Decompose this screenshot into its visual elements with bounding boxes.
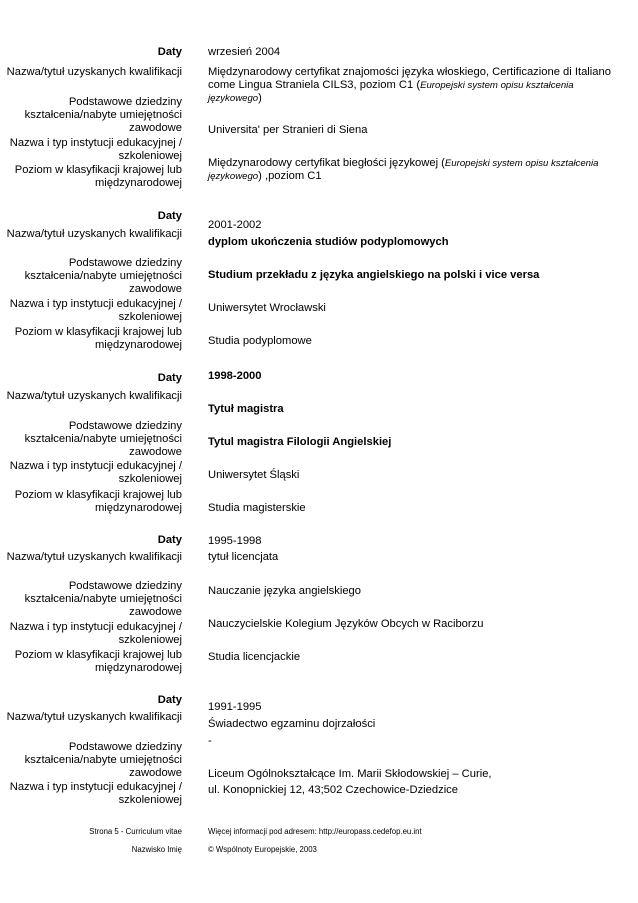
label-institution: Nazwa i typ instytucji edukacyjnej / szkoleniowej xyxy=(9,460,182,485)
entry-date: 1998-2000 xyxy=(208,370,262,382)
label-level: Poziom w klasyfikacji krajowej lub międzynarodowej xyxy=(14,649,182,674)
entry-institution: Liceum Ogólnokształcące Im. Marii Skłodowskiej – Curie, xyxy=(208,768,492,780)
label-skills: Podstawowe dziedziny kształcenia/nabyte umiejętności zawodowe xyxy=(24,420,182,458)
entry-skills: - xyxy=(208,735,212,747)
footer-copyright: © Wspólnoty Europejskie, 2003 xyxy=(208,845,317,854)
entry-date: 2001-2002 xyxy=(208,219,262,231)
label-date: Daty xyxy=(157,694,182,706)
label-institution: Nazwa i typ instytucji edukacyjnej / szkoleniowej xyxy=(9,781,182,806)
entry-level: Międzynarodowy certyfikat biegłości językowej (Europejski system opisu kształcenia językowego) ,poziom C1 xyxy=(208,157,599,182)
label-skills: Podstawowe dziedziny kształcenia/nabyte umiejętności zawodowe xyxy=(24,580,182,618)
label-level: Poziom w klasyfikacji krajowej lub międzynarodowej xyxy=(14,164,182,189)
label-skills: Podstawowe dziedziny kształcenia/nabyte umiejętności zawodowe xyxy=(24,741,182,779)
label-date: Daty xyxy=(157,46,182,58)
label-level: Poziom w klasyfikacji krajowej lub międzynarodowej xyxy=(14,326,182,351)
label-institution: Nazwa i typ instytucji edukacyjnej / szkoleniowej xyxy=(9,621,182,646)
footer-page-label: Strona 5 - Curriculum vitae xyxy=(89,827,182,836)
entry-skills: Studium przekładu z języka angielskiego na polski i vice versa xyxy=(208,269,540,281)
label-skills: Podstawowe dziedziny kształcenia/nabyte umiejętności zawodowe xyxy=(24,96,182,134)
label-qualification-title: Nazwa/tytuł uzyskanych kwalifikacji xyxy=(6,711,182,723)
entry-title: tytuł licencjata xyxy=(208,551,279,563)
label-date: Daty xyxy=(157,372,182,384)
label-qualification-title: Nazwa/tytuł uzyskanych kwalifikacji xyxy=(6,66,182,78)
label-level: Poziom w klasyfikacji krajowej lub międzynarodowej xyxy=(14,489,182,514)
entry-institution: Uniwersytet Wrocławski xyxy=(208,302,326,314)
entry-level: Studia licencjackie xyxy=(208,651,301,663)
entry-skills: Nauczanie języka angielskiego xyxy=(208,585,361,597)
label-qualification-title: Nazwa/tytuł uzyskanych kwalifikacji xyxy=(6,228,182,240)
label-institution: Nazwa i typ instytucji edukacyjnej / szkoleniowej xyxy=(9,137,182,162)
entry-title: Tytuł magistra xyxy=(208,403,284,415)
label-qualification-title: Nazwa/tytuł uzyskanych kwalifikacji xyxy=(6,390,182,402)
entry-institution: Uniwersytet Śląski xyxy=(208,469,300,481)
entry-institution: Universita' per Stranieri di Siena xyxy=(208,124,368,136)
label-date: Daty xyxy=(157,534,182,546)
entry-level: Studia magisterskie xyxy=(208,502,306,514)
entry-institution: Nauczycielskie Kolegium Języków Obcych w Raciborzu xyxy=(208,618,484,630)
entry-title: Świadectwo egzaminu dojrzałości xyxy=(208,718,376,730)
entry-date: 1991-1995 xyxy=(208,701,262,713)
entry-level: Studia podyplomowe xyxy=(208,335,312,347)
entry-title: dyplom ukończenia studiów podyplomowych xyxy=(208,236,449,248)
label-date: Daty xyxy=(157,210,182,222)
entry-skills: Tytul magistra Filologii Angielskiej xyxy=(208,436,392,448)
entry-date: wrzesień 2004 xyxy=(208,46,281,58)
footer-name: Nazwisko Imię xyxy=(131,845,182,854)
label-qualification-title: Nazwa/tytuł uzyskanych kwalifikacji xyxy=(6,551,182,563)
entry-institution-address: ul. Konopnickiej 12, 43;502 Czechowice-Dziedzice xyxy=(208,784,458,796)
label-skills: Podstawowe dziedziny kształcenia/nabyte umiejętności zawodowe xyxy=(24,257,182,295)
entry-title: Międzynarodowy certyfikat znajomości języka włoskiego, Certificazione di Italiano come Lingua Straniela CILS3, poziom C1 (Europejski system opisu kształcenia językowego) xyxy=(208,66,611,104)
entry-date: 1995-1998 xyxy=(208,535,262,547)
label-institution: Nazwa i typ instytucji edukacyjnej / szkoleniowej xyxy=(9,298,182,323)
footer-info-link[interactable]: Więcej informacji pod adresem: http://europass.cedefop.eu.int xyxy=(208,827,422,836)
